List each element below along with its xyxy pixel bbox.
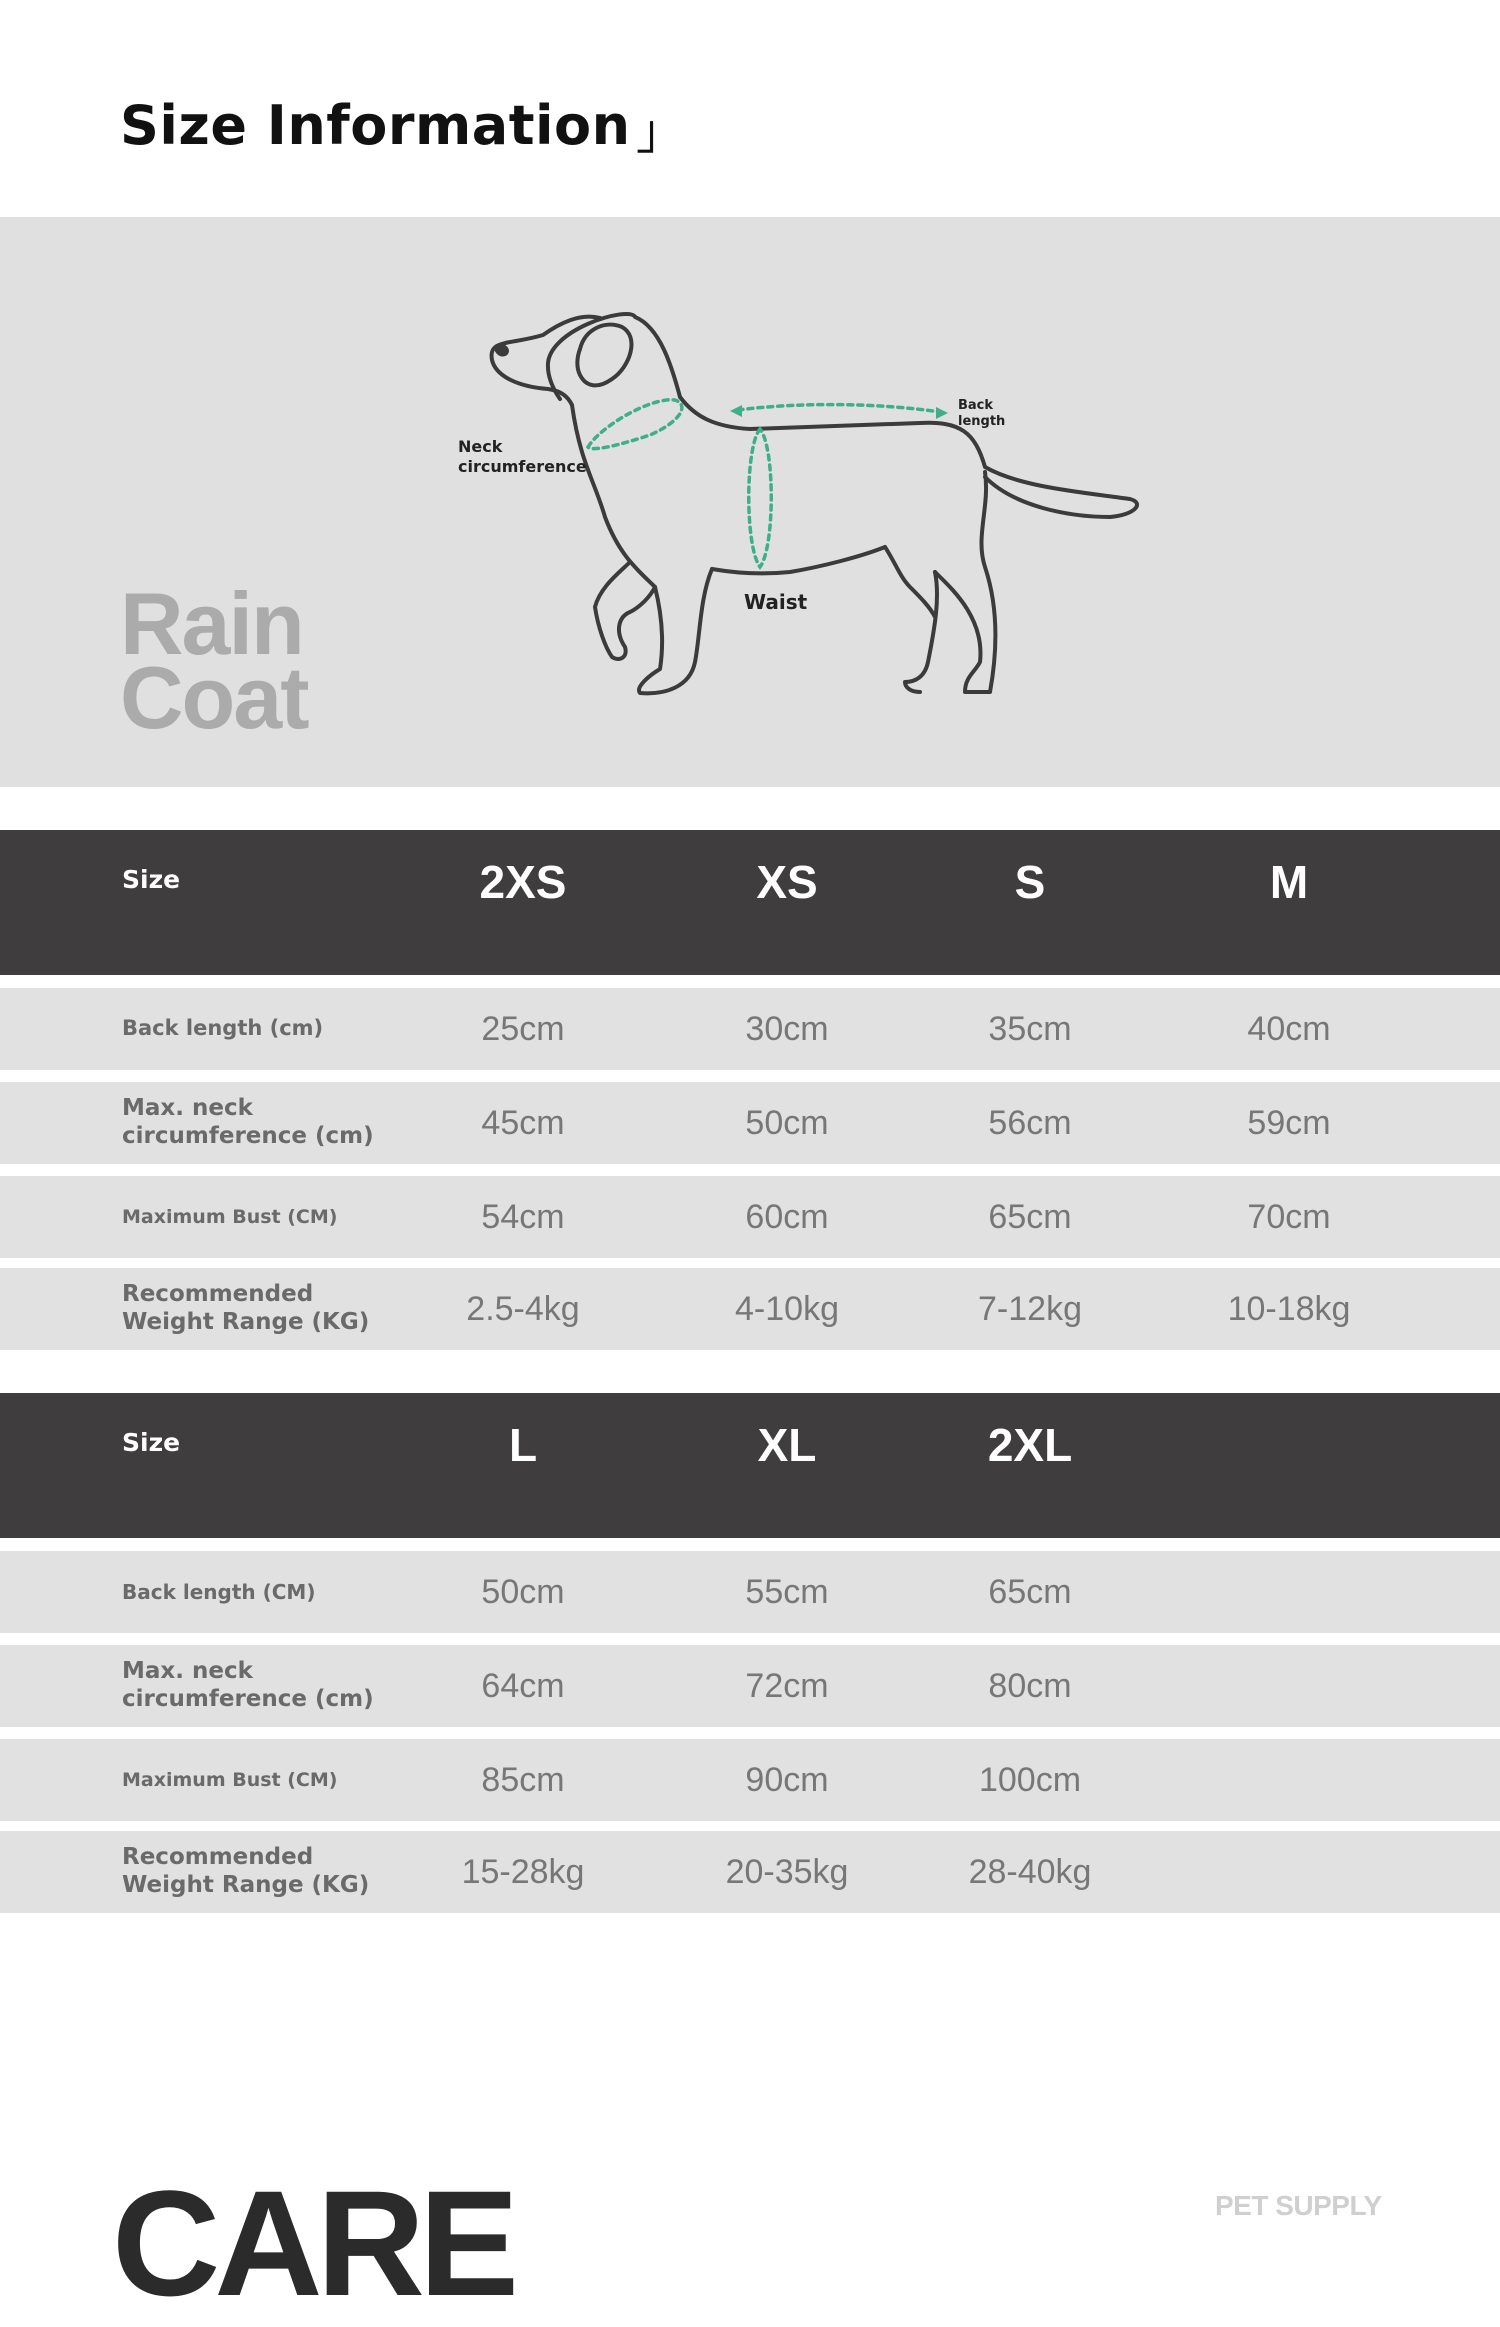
row-label: Back length (CM) <box>122 1580 316 1604</box>
size-header-cell: M <box>1269 856 1309 908</box>
row-label: Maximum Bust (CM) <box>122 1205 338 1228</box>
table-cell: 80cm <box>988 1666 1072 1705</box>
row-label: Max. neck circumference (cm) <box>122 1095 374 1149</box>
table-cell: 25cm <box>481 1009 565 1048</box>
back-length-label <box>958 398 1005 431</box>
table-cell: 90cm <box>745 1760 829 1799</box>
waist-label: Waist <box>744 590 808 614</box>
table-row <box>0 1176 1500 1258</box>
table-cell: 10-18kg <box>1227 1289 1351 1328</box>
waist-measure-line <box>749 429 772 567</box>
table-cell: 4-10kg <box>735 1289 839 1328</box>
table-cell: 2.5-4kg <box>466 1289 580 1328</box>
size-header-cell: L <box>508 1419 538 1471</box>
dog-measurement-diagram <box>0 217 1500 787</box>
page-title-text: Size Information <box>120 94 631 157</box>
table-cell: 56cm <box>988 1103 1072 1142</box>
table-cell: 7-12kg <box>978 1289 1082 1328</box>
table-cell: 100cm <box>978 1760 1082 1799</box>
dog-nose <box>497 346 507 355</box>
product-name-line2: Coat <box>120 648 308 747</box>
back-label-line1: Back <box>958 398 994 413</box>
dog-ear-outline <box>577 325 631 386</box>
product-name-line1: Rain <box>120 574 303 673</box>
dog-front-leg-outline <box>639 569 712 693</box>
size-header-cell: XS <box>756 856 818 908</box>
table-cell: 50cm <box>481 1572 565 1611</box>
dog-rear-leg-inner <box>905 572 937 692</box>
table-row <box>0 1082 1500 1164</box>
table-cell: 45cm <box>481 1103 565 1142</box>
dog-outline-illustration <box>0 217 1500 787</box>
dog-rear-leg-outline <box>935 472 995 692</box>
back-label-line2: length <box>958 414 1006 430</box>
table-cell: 70cm <box>1247 1197 1331 1236</box>
table-cell: 85cm <box>481 1760 565 1799</box>
row-label: Recommended Weight Range (KG) <box>122 1281 370 1335</box>
table-cell: 28-40kg <box>968 1852 1092 1891</box>
back-length-measure-line <box>738 405 940 412</box>
table-cell: 72cm <box>745 1666 829 1705</box>
table-cell: 40cm <box>1247 1009 1331 1048</box>
brand-tagline: PET SUPPLY <box>1215 2190 1382 2221</box>
table-cell: 59cm <box>1247 1103 1331 1142</box>
dog-front-leg-raised <box>572 405 655 587</box>
size-header-cell: 2XL <box>987 1419 1073 1471</box>
row-label: Max. neck circumference (cm) <box>122 1658 374 1712</box>
table-cell: 54cm <box>481 1197 565 1236</box>
table-cell: 60cm <box>745 1197 829 1236</box>
neck-circumference-label <box>458 437 587 477</box>
table-cell: 30cm <box>745 1009 829 1048</box>
table-cell: 35cm <box>988 1009 1072 1048</box>
back-arrow-right-head <box>936 407 948 419</box>
table-row <box>0 1831 1500 1913</box>
dog-hind-leg-detail <box>885 547 935 617</box>
row-label: Recommended Weight Range (KG) <box>122 1844 370 1898</box>
neck-measure-line <box>588 400 682 449</box>
title-bracket-mark: 」 <box>636 105 684 159</box>
dog-belly-outline <box>712 547 885 573</box>
table-cell: 55cm <box>745 1572 829 1611</box>
size-header-cell: 2XS <box>479 856 567 908</box>
size-header-row-1 <box>0 830 1500 975</box>
dog-snout-outline <box>492 317 600 405</box>
row-label: Back length (cm) <box>122 1016 324 1041</box>
table-row <box>0 1739 1500 1821</box>
table-cell: 64cm <box>481 1666 565 1705</box>
size-header-label: Size <box>122 1428 181 1457</box>
table-cell: 20-35kg <box>725 1852 849 1891</box>
brand-logo: CARE <box>112 2159 514 2327</box>
table-cell: 65cm <box>988 1572 1072 1611</box>
table-cell: 15-28kg <box>461 1852 585 1891</box>
size-header-row-2 <box>0 1393 1500 1538</box>
table-cell: 50cm <box>745 1103 829 1142</box>
page-title <box>120 92 683 158</box>
table-row <box>0 988 1500 1070</box>
back-arrow-left-head <box>730 405 742 417</box>
table-cell: 65cm <box>988 1197 1072 1236</box>
size-header-cell: XL <box>757 1419 817 1471</box>
row-label: Maximum Bust (CM) <box>122 1768 338 1791</box>
size-header-cell: S <box>1014 856 1046 908</box>
neck-label-line2: circumference <box>458 457 587 476</box>
size-header-label: Size <box>122 865 181 894</box>
table-row <box>0 1551 1500 1633</box>
table-row <box>0 1268 1500 1350</box>
table-row <box>0 1645 1500 1727</box>
neck-label-line1: Neck <box>458 437 503 456</box>
